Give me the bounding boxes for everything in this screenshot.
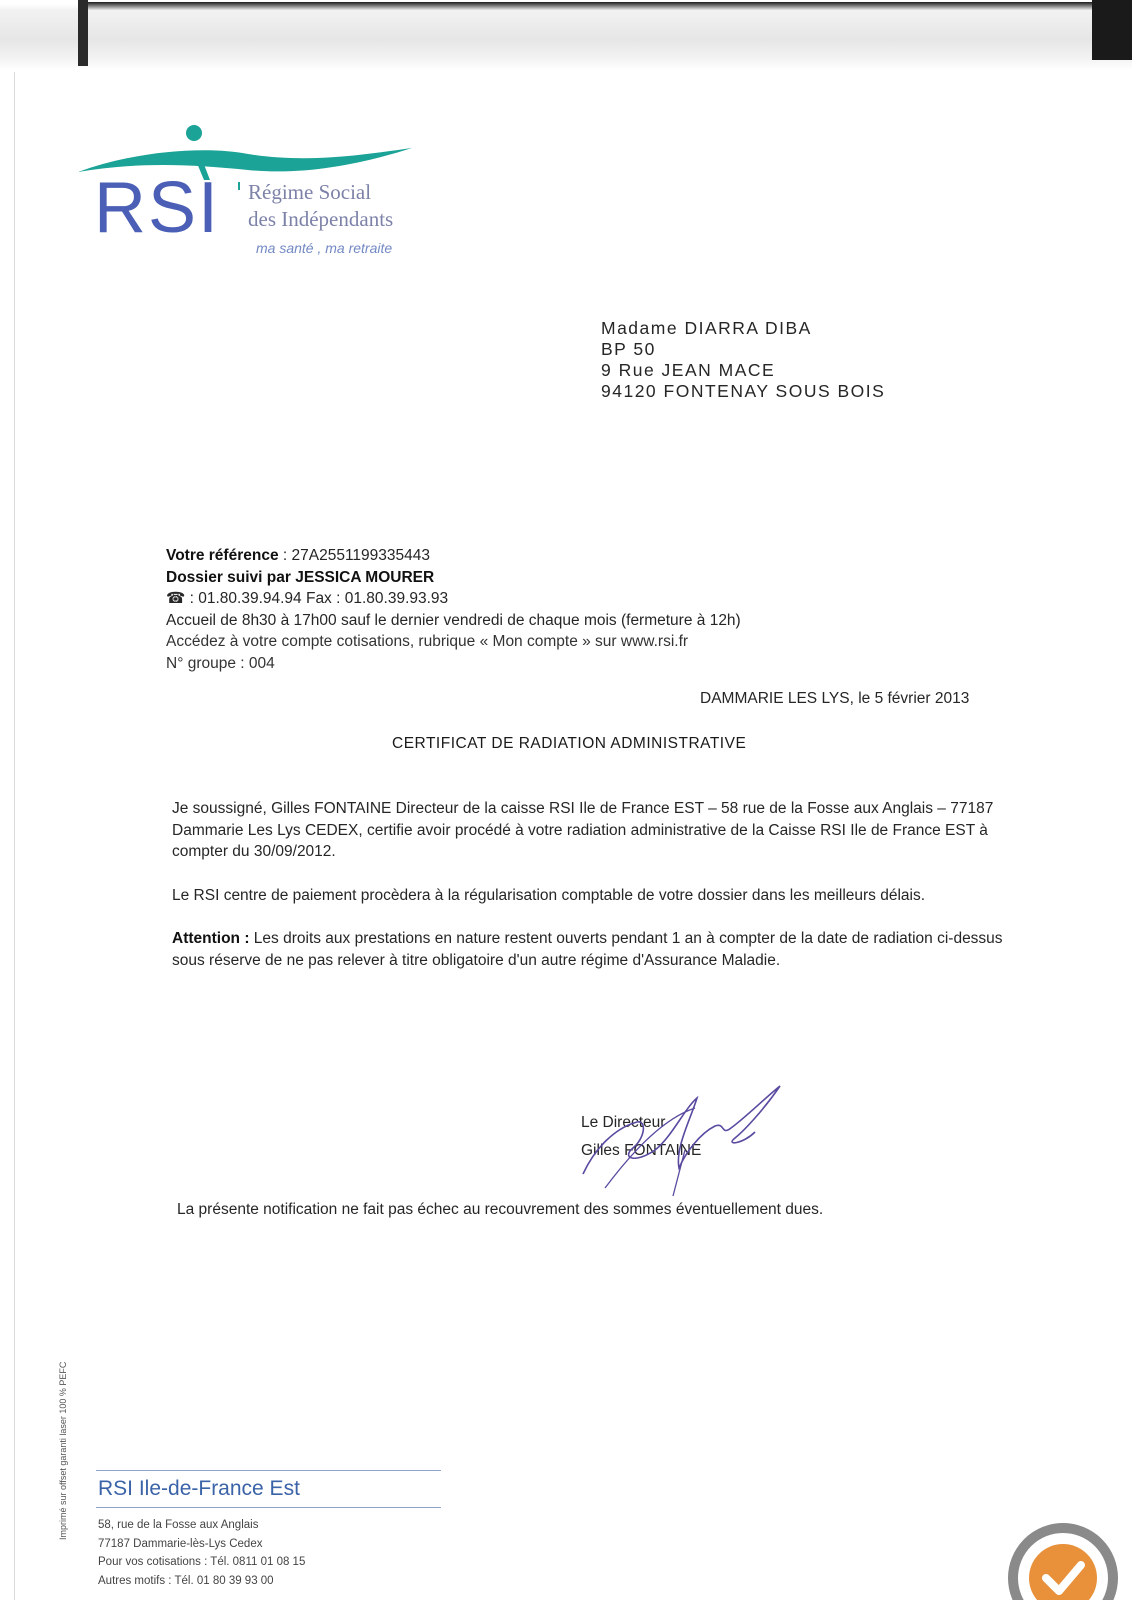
- scan-edge-top: [0, 0, 1132, 72]
- signatory-name: Gilles FONTAINE: [581, 1142, 702, 1159]
- footer-address-1: 58, rue de la Fosse aux Anglais: [98, 1519, 259, 1531]
- opening-hours: Accueil de 8h30 à 17h00 sauf le dernier vendredi de chaque mois (fermeture à 12h): [166, 611, 741, 629]
- phone-fax-line: : 01.80.39.94.94 Fax : 01.80.39.93.93: [189, 590, 449, 607]
- paper-certification-note: Imprimé sur offset garanti laser 100 % PEFC: [58, 1361, 68, 1540]
- recipient-address: [601, 318, 885, 402]
- reference-value: : 27A2551199335443: [282, 547, 430, 564]
- reference-label: Votre référence: [166, 547, 279, 564]
- logo-acronym: RSI: [94, 168, 221, 248]
- footer-contact: [96, 1470, 441, 1590]
- logo-slogan: ma santé , ma retraite: [256, 240, 393, 256]
- followed-name: JESSICA MOURER: [295, 568, 435, 586]
- group-number: N° groupe : 004: [166, 654, 275, 672]
- checkmark-icon: [1008, 1518, 1118, 1600]
- handwritten-signature-icon: [575, 1078, 815, 1198]
- certification-badge: [1008, 1518, 1118, 1600]
- attention-label: Attention :: [172, 930, 250, 947]
- recipient-city: 94120 FONTENAY SOUS BOIS: [601, 381, 886, 401]
- body-paragraph-3: [172, 928, 1032, 971]
- followed-label: Dossier suivi par: [166, 568, 291, 586]
- recipient-box: BP 50: [601, 339, 656, 359]
- footer-contributions-phone: Pour vos cotisations : Tél. 0811 01 08 15: [98, 1556, 306, 1568]
- phone-icon: ☎: [166, 590, 186, 607]
- scan-edge-left: [0, 72, 15, 1600]
- document-title: CERTIFICAT DE RADIATION ADMINISTRATIVE: [392, 735, 747, 752]
- recipient-street: 9 Rue JEAN MACE: [601, 360, 776, 380]
- legal-notice: La présente notification ne fait pas échec au recouvrement des sommes éventuellement dues.: [177, 1201, 824, 1218]
- logo-tagline-2: des Indépendants: [248, 207, 394, 231]
- reference-block: [166, 545, 741, 674]
- recipient-name: Madame DIARRA DIBA: [601, 318, 812, 338]
- attention-text: Les droits aux prestations en nature restent ouverts pendant 1 an à compter de la date de radiation ci-dessus sous réserve de ne pas relever à titre obligatoire d'un autre régime d'Assurance Maladie.: [172, 930, 1003, 969]
- letter-body: [172, 798, 1032, 993]
- date-line: DAMMARIE LES LYS, le 5 février 2013: [700, 690, 970, 707]
- signatory-role: Le Directeur: [581, 1114, 666, 1131]
- account-info: Accédez à votre compte cotisations, rubrique « Mon compte » sur www.rsi.fr: [166, 633, 689, 650]
- footer-other-phone: Autres motifs : Tél. 01 80 39 93 00: [98, 1574, 274, 1587]
- rsi-logo: [78, 120, 438, 270]
- footer-office-name: RSI Ile-de-France Est: [98, 1477, 300, 1500]
- body-paragraph-1: Je soussigné, Gilles FONTAINE Directeur de la caisse RSI Ile de France EST – 58 rue de la Fosse aux Anglais – 77187 Dammarie Les Lys CEDEX, certifie avoir procédé à votre radiation administrative de la Caisse RSI Ile de France EST à compter du 30/09/2012.: [172, 800, 994, 860]
- footer-rule-top: [96, 1470, 441, 1471]
- signature-block: [575, 1078, 815, 1198]
- body-paragraph-2: Le RSI centre de paiement procèdera à la régularisation comptable de votre dossier dans les meilleurs délais.: [172, 886, 926, 904]
- footer-address-2: 77187 Dammarie-lès-Lys Cedex: [98, 1537, 263, 1550]
- logo-tagline-1: Régime Social: [248, 180, 372, 204]
